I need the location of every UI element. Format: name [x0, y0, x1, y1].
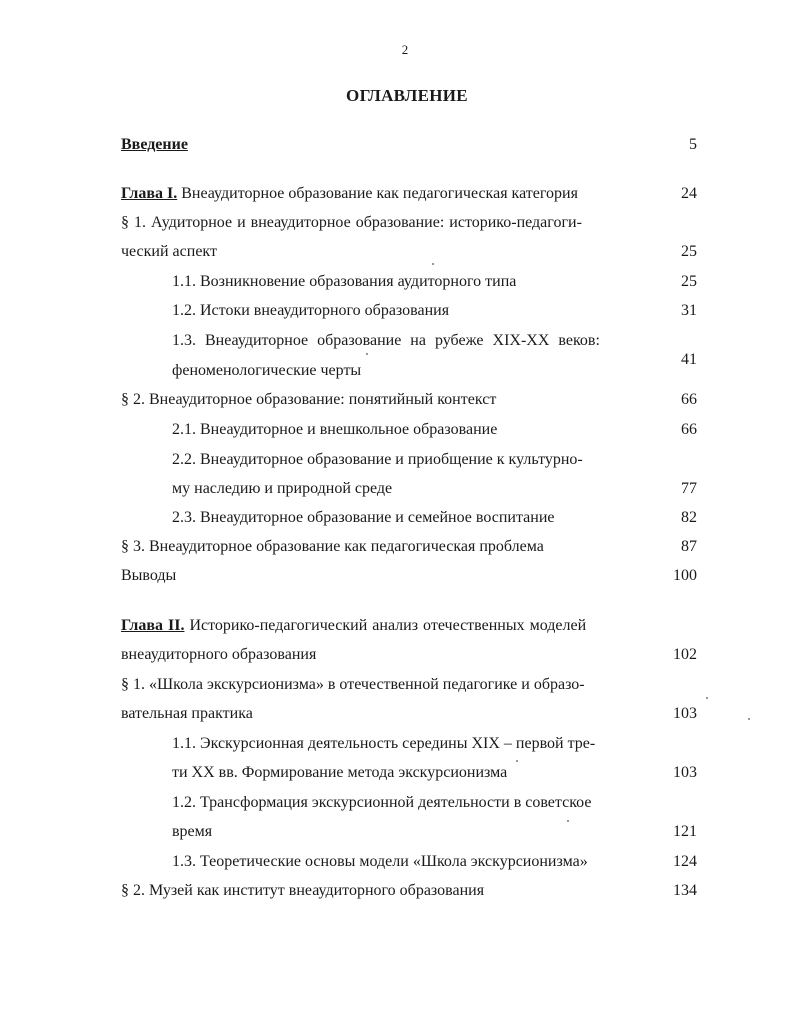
toc-page-chapter-1: 24: [681, 185, 697, 202]
toc-ch1-s2-sub3: 2.3. Внеаудиторное образование и семейное воспитание: [172, 509, 555, 526]
scan-speck: [516, 760, 518, 762]
toc-chapter-1: [121, 184, 578, 204]
toc-ch1-s1-sub1: 1.1. Возникновение образования аудиторного типа: [172, 273, 517, 290]
toc-ch1-s1-sub3-line2: феноменологические черты: [172, 362, 362, 379]
scan-speck: [432, 263, 434, 265]
toc-ch1-s2-sub1: 2.1. Внеаудиторное и внешкольное образование: [172, 421, 498, 438]
toc-intro-label: Введение: [121, 136, 188, 153]
page-title: ОГЛАВЛЕНИЕ: [346, 86, 468, 105]
toc-page-ch1-s1: 25: [681, 243, 697, 260]
toc-page-ch1-s2-sub1: 66: [681, 421, 697, 438]
toc-page-ch1-conclusions: 100: [673, 567, 697, 584]
toc-ch2-s1-line1: § 1. «Школа экскурсионизма» в отечественной педагогике и образо-: [121, 676, 585, 693]
toc-page-ch2-s1-sub3: 124: [673, 853, 697, 870]
toc-ch1-s2-sub2-line1: 2.2. Внеаудиторное образование и приобщение к культурно-: [172, 451, 583, 468]
toc-page-ch1-s1-sub3: 41: [681, 351, 697, 368]
toc-ch2-s1-line2: вательная практика: [121, 705, 253, 722]
toc-ch2-s1-sub3: 1.3. Теоретические основы модели «Школа экскурсионизма»: [172, 853, 588, 870]
toc-page-ch1-s1-sub2: 31: [681, 302, 697, 319]
toc-page-ch1-s2: 66: [681, 391, 697, 408]
chapter-2-title-line1: Историко-педагогический анализ отечественных моделей: [189, 617, 587, 634]
toc-ch2-s1-sub2-line2: время: [172, 823, 213, 840]
toc-page-ch1-s2-sub3: 82: [681, 509, 697, 526]
chapter-1-title: Внеаудиторное образование как педагогическая категория: [181, 185, 578, 202]
toc-page-ch2-s1-sub2: 121: [673, 823, 697, 840]
toc-ch1-s1-line2: ческий аспект: [121, 243, 217, 260]
toc-page-ch1-s3: 87: [681, 538, 697, 555]
toc-intro: [121, 135, 188, 155]
toc-ch1-s2-sub2-line2: му наследию и природной среде: [172, 480, 393, 497]
toc-ch2-s1-sub1-line2: ти XX вв. Формирование метода экскурсионизма: [172, 764, 508, 781]
toc-ch1-s1-line1: § 1. Аудиторное и внеаудиторное образование: историко-педагоги-: [121, 214, 582, 231]
toc-page-ch1-s1-sub1: 25: [681, 273, 697, 290]
chapter-2-label: Глава II.: [121, 617, 185, 634]
toc-ch1-conclusions: Выводы: [121, 567, 177, 584]
toc-page-ch2-s1-sub1: 103: [673, 764, 697, 781]
chapter-1-label: Глава I.: [121, 185, 178, 202]
scan-speck: [706, 697, 708, 699]
toc-page-ch2-s1: 103: [673, 705, 697, 722]
toc-ch2-s2: § 2. Музей как институт внеаудиторного образования: [121, 882, 485, 899]
toc-page-ch1-s2-sub2: 77: [681, 480, 697, 497]
toc-ch2-s1-sub2-line1: 1.2. Трансформация экскурсионной деятельности в советское: [172, 794, 592, 811]
toc-ch2-s1-sub1-line1: 1.1. Экскурсионная деятельность середины XIX – первой тре-: [172, 735, 596, 752]
scan-speck: [366, 353, 368, 355]
scan-speck: [748, 718, 750, 720]
toc-ch1-s3: § 3. Внеаудиторное образование как педагогическая проблема: [121, 538, 544, 555]
toc-ch1-s1-sub2: 1.2. Истоки внеаудиторного образования: [172, 302, 450, 319]
toc-page-ch2-s2: 134: [673, 882, 697, 899]
chapter-2-title-line2: внеаудиторного образования: [121, 646, 317, 663]
toc-page-chapter-2: 102: [673, 646, 697, 663]
page-number: 2: [401, 42, 409, 57]
toc-chapter-2-line1: [121, 616, 586, 636]
toc-page-intro: 5: [689, 136, 697, 153]
toc-ch1-s2: § 2. Внеаудиторное образование: понятийный контекст: [121, 391, 497, 408]
scan-speck: [567, 820, 569, 822]
toc-ch1-s1-sub3-line1: 1.3. Внеаудиторное образование на рубеже XIX-XX веков:: [172, 332, 600, 349]
